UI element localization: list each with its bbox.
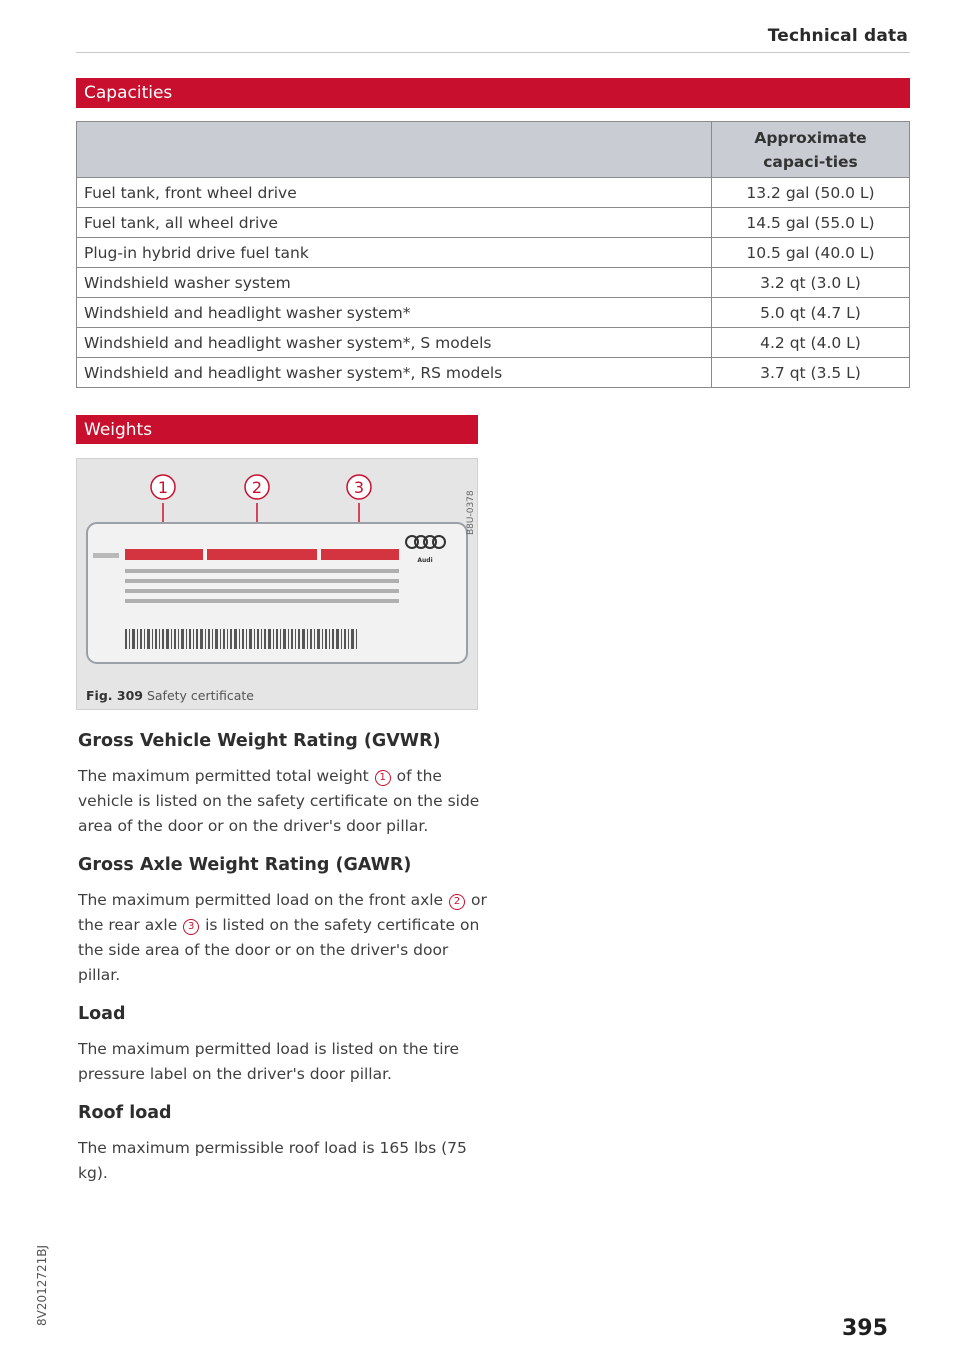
certificate-field-3 xyxy=(321,549,399,560)
gawr-paragraph xyxy=(78,888,488,988)
figure-caption-label: Fig. 309 xyxy=(86,688,143,703)
gvwr-text-before: The maximum permitted total weight xyxy=(78,767,369,785)
capacities-table xyxy=(76,121,910,388)
gvwr-text-after: of the vehicle is listed on the safety certificate on the side area of the door or on the driver's door pillar. xyxy=(78,767,480,835)
table-header-capacity: Approximate capaci-ties xyxy=(712,122,910,178)
callout-3-label: 3 xyxy=(353,478,365,497)
weights-section-title: Weights xyxy=(76,415,478,444)
gvwr-paragraph xyxy=(78,764,488,839)
running-head-title: Technical data xyxy=(767,26,908,46)
figure-caption xyxy=(86,688,254,703)
gawr-heading: Gross Axle Weight Rating (GAWR) xyxy=(78,855,412,875)
capacities-section-title: Capacities xyxy=(76,78,910,108)
table-cell-value: 14.5 gal (55.0 L) xyxy=(712,208,910,238)
ref-2-marker: 2 xyxy=(449,894,465,910)
table-cell-item: Fuel tank, all wheel drive xyxy=(77,208,712,238)
table-row xyxy=(77,268,910,298)
table-row xyxy=(77,298,910,328)
certificate-field-2 xyxy=(207,549,317,560)
table-row xyxy=(77,358,910,388)
table-cell-value: 4.2 qt (4.0 L) xyxy=(712,328,910,358)
table-cell-value: 3.2 qt (3.0 L) xyxy=(712,268,910,298)
roof-load-paragraph: The maximum permissible roof load is 165 lbs (75 kg). xyxy=(78,1139,467,1182)
table-row xyxy=(77,328,910,358)
safety-certificate-figure xyxy=(76,458,478,710)
certificate-grey-strip xyxy=(93,553,119,558)
header-rule xyxy=(76,52,910,53)
gawr-text-3: is listed on the safety certificate on the side area of the door or on the driver's door pillar. xyxy=(78,916,480,984)
certificate-text-line xyxy=(125,589,399,593)
figure-code: B8U-0378 xyxy=(466,490,476,535)
table-cell-value: 3.7 qt (3.5 L) xyxy=(712,358,910,388)
table-row xyxy=(77,178,910,208)
ref-3-marker: 3 xyxy=(183,919,199,935)
document-code xyxy=(28,1200,52,1330)
table-header-row xyxy=(77,122,910,178)
load-paragraph: The maximum permitted load is listed on the tire pressure label on the driver's door pillar. xyxy=(78,1040,460,1083)
table-cell-item: Windshield washer system xyxy=(77,268,712,298)
safety-certificate-illustration xyxy=(77,459,479,681)
certificate-text-line xyxy=(125,569,399,573)
gawr-text-1: The maximum permitted load on the front axle xyxy=(78,891,444,909)
table-cell-value: 5.0 qt (4.7 L) xyxy=(712,298,910,328)
table-cell-item: Windshield and headlight washer system*, S models xyxy=(77,328,712,358)
table-cell-item: Fuel tank, front wheel drive xyxy=(77,178,712,208)
certificate-field-1 xyxy=(125,549,203,560)
table-cell-value: 13.2 gal (50.0 L) xyxy=(712,178,910,208)
gawr-text-2: or the rear axle xyxy=(78,891,487,934)
brand-label: Audi xyxy=(417,557,433,564)
figure-caption-text: Safety certificate xyxy=(146,688,254,703)
roof-load-heading: Roof load xyxy=(78,1103,172,1123)
page-number: 395 xyxy=(842,1316,888,1341)
callout-2-label: 2 xyxy=(251,478,263,497)
table-cell-value: 10.5 gal (40.0 L) xyxy=(712,238,910,268)
table-cell-item: Windshield and headlight washer system*, RS models xyxy=(77,358,712,388)
certificate-text-line xyxy=(125,599,399,603)
table-cell-item: Plug-in hybrid drive fuel tank xyxy=(77,238,712,268)
callout-1-label: 1 xyxy=(157,478,169,497)
table-header-item xyxy=(77,122,712,178)
table-cell-item: Windshield and headlight washer system* xyxy=(77,298,712,328)
table-row xyxy=(77,238,910,268)
gvwr-heading: Gross Vehicle Weight Rating (GVWR) xyxy=(78,731,441,751)
document-code-text: 8V2012721BJ xyxy=(35,1244,49,1326)
table-row xyxy=(77,208,910,238)
certificate-text-line xyxy=(125,579,399,583)
load-heading: Load xyxy=(78,1004,126,1024)
ref-1-marker: 1 xyxy=(375,770,391,786)
